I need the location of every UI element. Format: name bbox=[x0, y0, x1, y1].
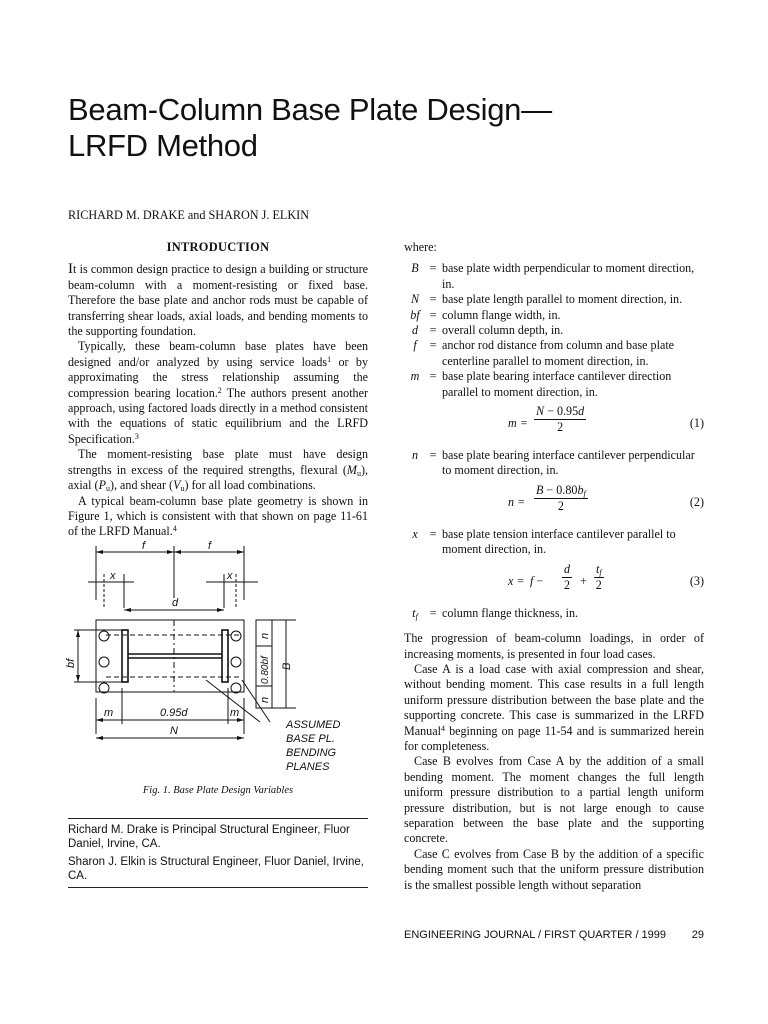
footnote-drake: Richard M. Drake is Principal Structural Engineer, Fluor Daniel, Irvine, CA. bbox=[68, 824, 350, 850]
label-f-left: f bbox=[142, 540, 146, 552]
equation-1: m = $\frac{N - 0.95d}{2}$ (1) bbox=[508, 404, 704, 435]
footnote-elkin: Sharon J. Elkin is Structural Engineer, Fluor Daniel, Irvine, CA. bbox=[68, 856, 364, 882]
author-byline: RICHARD M. DRAKE and SHARON J. ELKIN bbox=[68, 208, 310, 222]
footnote-rule-bottom bbox=[68, 887, 368, 888]
label-n-bottom: n bbox=[259, 696, 271, 703]
definition-item: f = anchor rod distance from column and base plate centerline parallel to moment direction, in. bbox=[413, 338, 675, 368]
arrow-head bbox=[96, 736, 103, 740]
page-footer bbox=[404, 929, 704, 941]
right-column bbox=[404, 240, 704, 893]
definitions-list bbox=[404, 261, 704, 400]
definition-item: m = base plate bearing interface cantilever direction parallel to moment direction, in. bbox=[410, 369, 672, 399]
column-flange-left bbox=[122, 630, 128, 682]
body-paragraph-2: Case A is a load case with axial compression and shear, without bending moment. This case results in a full length uniform pressure distribution between the base plate and the supporting concrete. This case is summarized in the LRFD Manual$^4$ beginning on page 11-54 and is summarized herein for completeness. bbox=[404, 661, 704, 753]
label-bending: BENDING bbox=[286, 747, 337, 759]
arrow-head bbox=[96, 718, 103, 722]
arrow-head bbox=[237, 550, 244, 554]
label-x-left: x bbox=[110, 570, 116, 582]
title-line-1: Beam-Column Base Plate Design— bbox=[68, 92, 552, 127]
arrow-head bbox=[237, 736, 244, 740]
reference-marker: 2 bbox=[217, 385, 222, 395]
anchor-rod bbox=[99, 657, 109, 667]
where-label: where: bbox=[404, 240, 437, 254]
article-title bbox=[68, 92, 628, 164]
equation-2: n = $\frac{B - 0.80b_f}{2}$ (2) bbox=[508, 482, 704, 513]
equation-3: x = f − $\frac{d}{2}$ + $\frac{t_f}{2}$ (3) bbox=[508, 561, 704, 592]
figure-caption: Fig. 1. Base Plate Design Variables bbox=[142, 785, 294, 796]
anchor-rod bbox=[231, 657, 241, 667]
label-095d: 0.95d bbox=[160, 707, 188, 719]
reference-marker: 1 bbox=[327, 354, 332, 364]
arrow-head bbox=[174, 550, 181, 554]
intro-paragraph-1: It is common design practice to design a building or structure beam-column with a moment-resisting or fixed base. Therefore the base plate and anchor rods must be capable of transferring shear loads, axial loads, and bending moments to the supporting foundation. bbox=[68, 261, 368, 339]
body-paragraph-3: Case B evolves from Case A by the addition of a small bending moment. The moment changes the full length uniform pressure distribution to a partial length uniform pressure distribution, but is not large enough to cause separation between the base plate and the supporting concrete. bbox=[404, 754, 704, 846]
label-B: B bbox=[281, 662, 293, 670]
label-N: N bbox=[170, 725, 178, 737]
definition-n: n = base plate bearing interface cantilever perpendicular to moment direction, in. bbox=[411, 448, 695, 478]
title-line-2: LRFD Method bbox=[68, 128, 258, 163]
label-m-left: m bbox=[104, 707, 114, 719]
reference-marker: 4 bbox=[172, 524, 177, 534]
label-base-pl: BASE PL. bbox=[286, 733, 335, 745]
page-number: 29 bbox=[691, 929, 704, 941]
arrow-head bbox=[96, 550, 103, 554]
arrow-head bbox=[167, 550, 174, 554]
intro-paragraph-3: The moment-resisting base plate must have design strengths in excess of the required strengths, flexural $(M_u)$, axial $(P_u)$, and shear $(V_u)$ for all load combinations. bbox=[68, 447, 368, 494]
footnote-rule-top bbox=[68, 818, 368, 819]
body-paragraph-1: The progression of beam-column loadings, in order of increasing moments, is presented in four load cases. bbox=[404, 631, 704, 661]
intro-paragraph-2: Typically, these beam-column base plates have been designed and/or analyzed by using service loads$^1$ or by approximating the stress relationship assuming the compression bearing location.$^2$ The authors present another approach, using factored loads directly in a method consistent with the equations of static equilibrium and the LRFD Specification.$^3$ bbox=[68, 339, 369, 446]
definition-item: N = base plate length parallel to moment direction, in. bbox=[410, 292, 683, 307]
label-planes: PLANES bbox=[286, 761, 330, 773]
anchor-rod bbox=[99, 631, 109, 641]
equation-number: (3) bbox=[689, 573, 704, 588]
arrow-head bbox=[124, 608, 131, 612]
label-m-right: m bbox=[230, 707, 240, 719]
definition-tf: $t_f$ = column flange thickness, in. bbox=[412, 605, 579, 621]
definition-x: x = base plate tension interface cantilever parallel to moment direction, in. bbox=[412, 526, 676, 557]
arrow-head bbox=[76, 675, 80, 682]
anchor-rod bbox=[231, 631, 241, 641]
definition-item: d = overall column depth, in. bbox=[411, 323, 564, 338]
definition-item: B = base plate width perpendicular to moment direction, in. bbox=[411, 261, 695, 291]
author-footnote bbox=[68, 818, 368, 888]
label-bf: bf bbox=[65, 658, 77, 668]
section-heading-introduction: INTRODUCTION bbox=[166, 240, 270, 254]
label-assumed: ASSUMED bbox=[286, 719, 341, 731]
drop-cap: I bbox=[68, 261, 73, 278]
journal-name: ENGINEERING JOURNAL / FIRST QUARTER / 1999 bbox=[404, 929, 667, 941]
equation-number: (2) bbox=[689, 494, 704, 509]
column-flange-right bbox=[222, 630, 228, 682]
reference-marker: 3 bbox=[134, 431, 139, 441]
left-column bbox=[68, 240, 368, 540]
reference-marker: 4 bbox=[440, 723, 445, 733]
label-f-right: f bbox=[208, 540, 212, 552]
label-x-right: x bbox=[227, 570, 233, 582]
arrow-head bbox=[217, 608, 224, 612]
base-plate-figure bbox=[64, 538, 374, 778]
arrow-head bbox=[76, 630, 80, 637]
intro-paragraph-4: A typical beam-column base plate geometry is shown in Figure 1, which is consistent with that shown on page 11-61 of the LRFD Manual.$^4$ bbox=[68, 493, 368, 539]
definition-item: bf = column flange width, in. bbox=[410, 307, 561, 322]
label-n-top: n bbox=[259, 632, 271, 639]
body-paragraph-4: Case C evolves from Case B by the addition of a specific bending moment such that the uniform pressure distribution is the smallest possible length without separation bbox=[404, 846, 704, 892]
label-d: d bbox=[172, 597, 179, 609]
label-080bf: 0.80bf bbox=[260, 656, 271, 684]
equation-number: (1) bbox=[689, 416, 704, 431]
